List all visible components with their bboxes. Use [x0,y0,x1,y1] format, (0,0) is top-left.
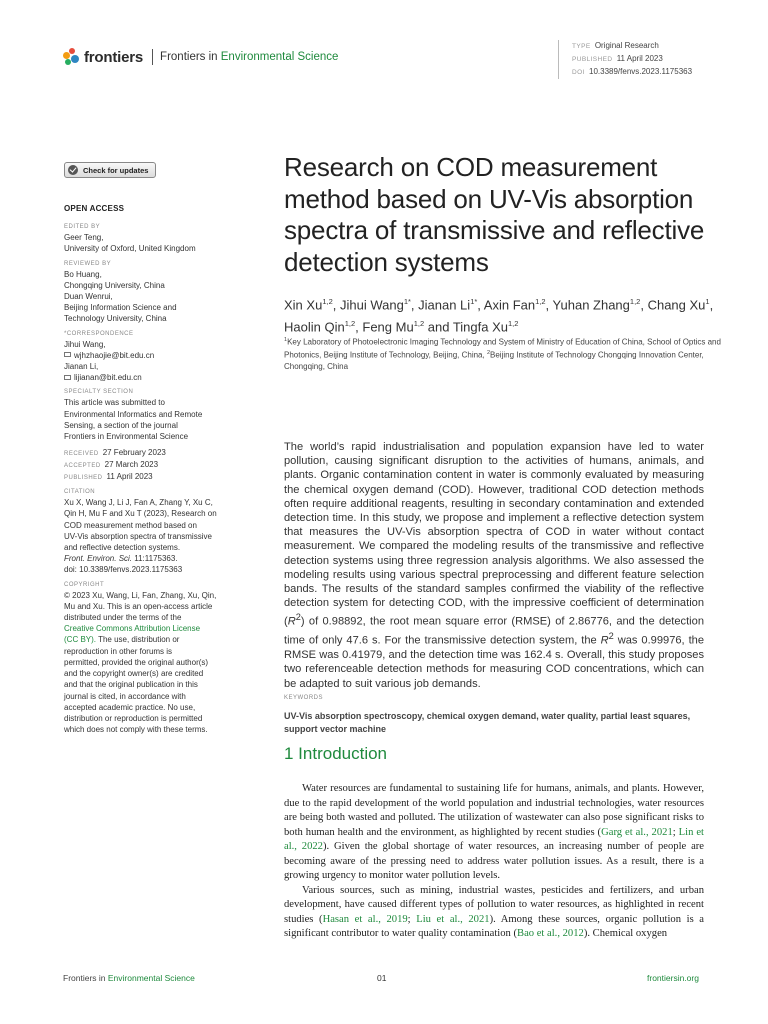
introduction-body [284,782,704,942]
paragraph: Various sources, such as mining, industrial wastes, pesticides and fertilizers, and urban development, have caused different types of pollution to water resources, as highlighted in recent studies (Hasan et al., 2019; Liu et al., 2021). Among these sources, organic pollution is a significant contributor to water quality contamination (Bao et al., 2012). Chemical oxygen [284,884,705,939]
author-name[interactable]: Xin Xu [284,297,323,313]
author-affil-sup: 1,2 [413,318,425,328]
citation-link[interactable]: Garg et al., 2021 [601,826,673,838]
author-name[interactable]: Axin Fan [483,297,536,313]
frontiers-logo[interactable] [63,48,338,66]
author-name[interactable]: Tingfa Xu [452,319,508,335]
article-title: Research on COD measurement method based on UV-Vis absorption spectra of transmissive and reflective detection systems [284,152,705,277]
dates-section: RECEIVED 27 February 2023 ACCEPTED 27 March 2023 PUBLISHED 11 April 2023 [64,448,166,482]
article-meta: TYPE Original Research PUBLISHED 11 April 2023 DOI 10.3389/fenvs.2023.1175363 [558,40,692,79]
doi-link[interactable]: 10.3389/fenvs.2023.1175363 [589,67,693,76]
keywords: UV-Vis absorption spectroscopy, chemical oxygen demand, water quality, partial least squares, support vector machine [284,711,691,734]
author-name[interactable]: Yuhan Zhang [552,297,630,313]
sidebar-info [64,203,239,740]
mail-icon [64,375,71,380]
brand-name: frontiers [84,48,144,66]
author-name[interactable]: Chang Xu [647,297,706,313]
section-heading: 1 Introduction [284,744,388,763]
citation-link[interactable]: Liu et al., 2021 [416,913,490,925]
header-divider [152,49,153,65]
abstract: The world’s rapid industrialisation and population expansion have led to water pollution, causing significant disruption to the activities of humans, animals, and plants. Organic contamination content in water is commonly evaluated by measuring the chemical oxygen demand (COD). However, traditional COD detection methods often require additional reagents, resulting in secondary contamination and extended detection time. In this study, we propose and implement a reflective detection system that measures the UV-Vis absorption spectra of COD in water without contact measurement. We compared the modeling results of the transmissive and reflective detection systems using three regression analysis algorithms. We also assessed the modeling results using various spectral preprocessing and different feature selection bands. The results of the standard samples confirmed the viability of the reflective detection system for detecting COD, with the impressive coefficient of determination $(R^2)$ of 0.98892, the root mean square error (RMSE) of 2.86776, and the detection time of only 47.6 s. For the transmissive detection system, the $R^2$ was 0.99976, the RMSE was 0.41979, and the detection time was 162.4 s. Overall, this study proposes two referenceable detection methods for measuring COD concentrations, which can be adapted to suit various job demands. [284,441,704,690]
license-link[interactable]: Creative Commons Attribution License [64,624,201,634]
page-number: 01 [377,973,387,983]
email-link[interactable]: lijianan@bit.edu.cn [64,372,239,383]
author-list: Xin Xu$^{1,2}$, Jihui Wang$^{1*}$, Jianan $Li^{1*}$, Axin Fan$^{1,2}$, Yuhan Zhang$^{1,2}$, Chang Xu$^1$, Haolin Qin$^{1,2}$, Feng Mu$^{1,2}$ and Tingfa Xu$^{1,2}$ [284,297,714,335]
author-name[interactable]: Jianan Li [418,297,471,313]
author-name[interactable]: Feng Mu [362,319,414,335]
mail-icon [64,352,71,357]
article-type: Original Research [594,41,659,50]
author-affil-sup: 1,2 [535,297,546,306]
footer-site-link[interactable]: frontiersin.org [647,973,699,983]
paragraph: Water resources are fundamental to sustaining life for humans, animals, and plants. However, due to the rapid development of the world population and industrial technologies, water resources are being both wasted and polluted. The utilization of wastewater can also pose significant risks to both human health and the environment, as highlighted by recent studies (Garg et al., 2021; Lin et al., 2022). Given the global shortage of water resources, an increasing number of people are becoming aware of the pressing need to address water pollution issues. As a result, there is a growing urgency to monitor water pollution levels. [284,783,704,881]
edited-by-section: EDITED BY Geer Teng, University of Oxford, United Kingdom [64,224,196,254]
footer-journal: Frontiers in Environmental Science [63,973,195,983]
frontiers-logo-icon [63,48,81,66]
author-affil-sup: 1,2 [344,318,356,328]
author-affil-sup: 1,2 [629,297,641,306]
author-affil-sup: 1 [705,297,710,306]
specialty-section: SPECIALTY SECTION This article was submitted to Environmental Informatics and Remote Sensing, a section of the journal Frontiers in Environmental Science [64,389,203,442]
author-affil-sup: 1,2 [322,297,333,306]
open-access-label: OPEN ACCESS [64,204,125,213]
author-affil-sup: 1* [403,297,411,306]
author-name[interactable]: Jihui Wang [339,297,404,313]
citation-link[interactable]: Bao et al., 2012 [517,928,584,939]
journal-name[interactable]: Frontiers in Environmental Science [160,51,339,63]
reviewed-by-section: REVIEWED BY Bo Huang, Chongqing University, China Duan Wenrui, Beijing Information Science and Technology University, China [64,260,177,324]
email-link[interactable]: wjhzhaojie@bit.edu.cn [64,350,239,361]
check-icon [68,165,78,175]
author-name[interactable]: Haolin Qin [284,319,345,335]
keywords-label: KEYWORDS [284,695,324,701]
author-affil-sup: 1* [470,297,478,306]
check-for-updates-button[interactable]: Check for updates [64,162,156,178]
published-date: 11 April 2023 [616,54,663,63]
author-affil-sup: 1,2 [507,318,519,328]
citation-link[interactable]: Lin et al., 2022 [284,826,704,852]
copyright-section: COPYRIGHT © 2023 Xu, Wang, Li, Fan, Zhang, Xu, Qin, Mu and Xu. This is an open-access article distributed under the terms of the Creative Commons Attribution License (CC BY). The use, distribution or reproduction in other forums is permitted, provided the original author(s) and the copyright owner(s) are credited and that the original publication in this journal is cited, in accordance with accepted academic practice. No use, distribution or reproduction is permitted which does not comply with these terms. [64,581,239,736]
affiliations: $^1$Key Laboratory of Photoelectronic Imaging Technology and System of Ministry of Education of China, School of Optics and Photonics, Beijing Institute of Technology, Beijing, China, $^2$Beijing Institute of Technology Chongqing Innovation Center, Chongqing, China [284,337,721,371]
citation-link[interactable]: Hasan et al., 2019 [322,913,408,925]
citation-section: CITATION Xu X, Wang J, Li J, Fan A, Zhang Y, Xu C, Qin H, Mu F and Xu T (2023), Research on COD measurement method based on UV-Vis absorption spectra of transmissive and reflective detection systems. Front. Environ. Sci. 11:1175363. doi: 10.3389/fenvs.2023.1175363 [64,489,217,575]
correspondence-section: *CORRESPONDENCE Jihui Wang, wjhzhaojie@bit.edu.cn Jianan Li, lijianan@bit.edu.cn [64,330,239,384]
cc-by-link[interactable]: (CC BY). [64,635,96,645]
